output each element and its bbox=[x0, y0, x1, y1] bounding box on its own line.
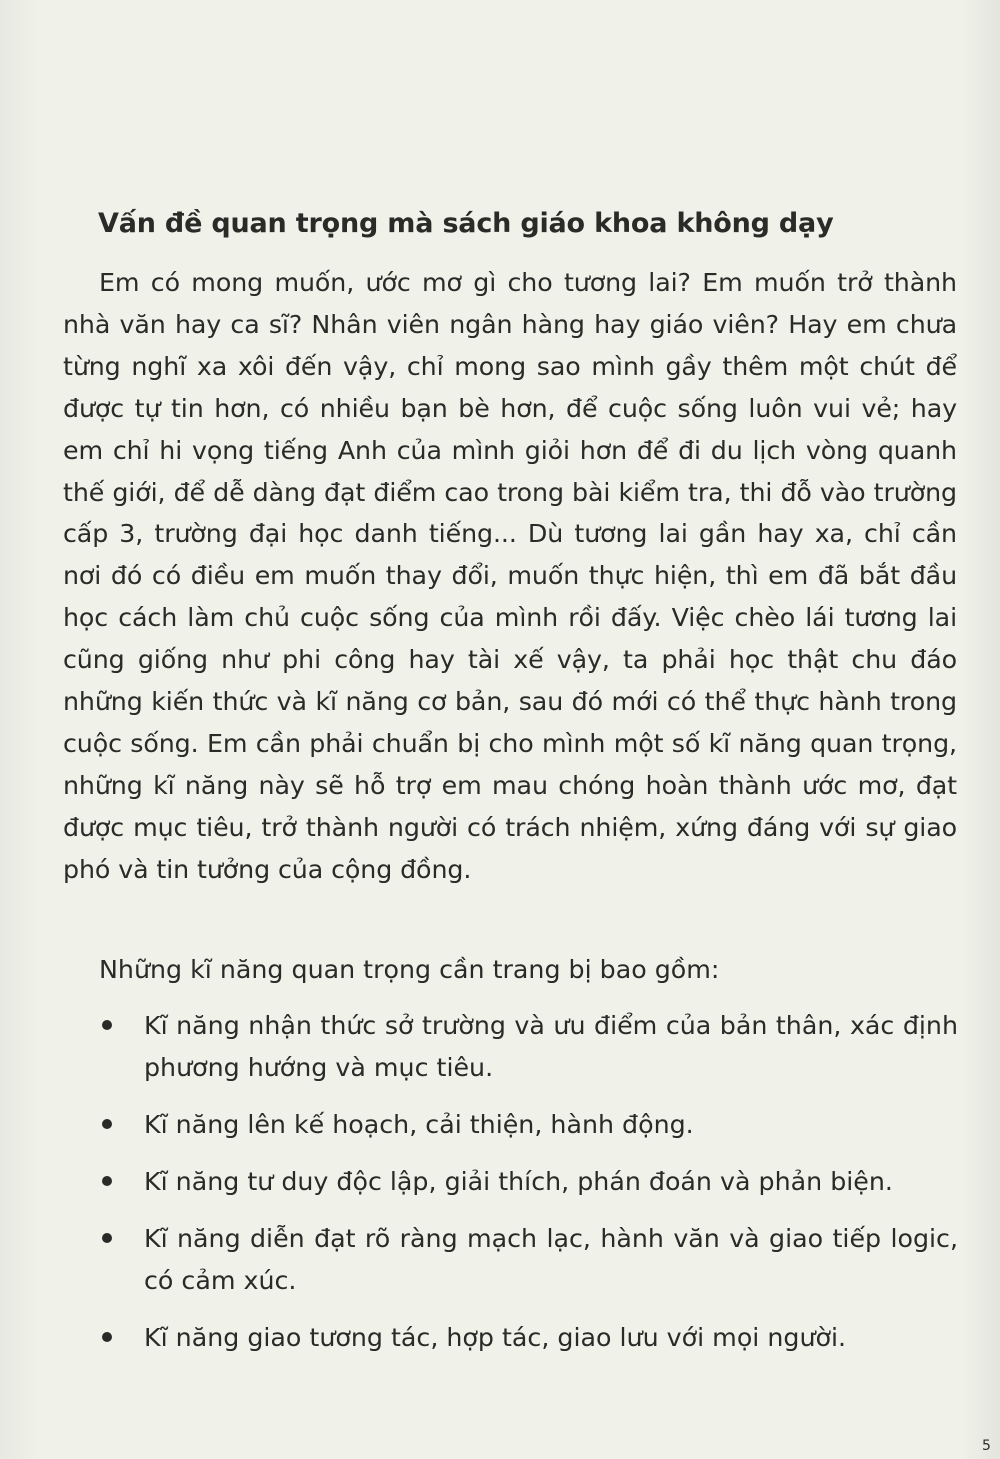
bullet-icon bbox=[102, 1176, 112, 1186]
bullet-icon bbox=[102, 1233, 112, 1243]
list-item bbox=[98, 1104, 958, 1146]
bullet-icon bbox=[102, 1020, 112, 1030]
list-item-text: Kĩ năng tư duy độc lập, giải thích, phán đoán và phản biện. bbox=[144, 1167, 893, 1196]
bullet-icon bbox=[102, 1332, 112, 1342]
bullet-icon bbox=[102, 1119, 112, 1129]
list-item bbox=[98, 1218, 958, 1302]
list-item-text: Kĩ năng giao tương tác, hợp tác, giao lưu với mọi người. bbox=[144, 1323, 847, 1352]
page-number: 5 bbox=[982, 1438, 991, 1454]
list-item-text: Kĩ năng lên kế hoạch, cải thiện, hành động. bbox=[144, 1110, 694, 1139]
list-item-text: Kĩ năng nhận thức sở trường và ưu điểm của bản thân, xác định phương hướng và mục tiêu. bbox=[144, 1011, 958, 1082]
skills-list bbox=[98, 1005, 958, 1374]
list-item-text: Kĩ năng diễn đạt rõ ràng mạch lạc, hành văn và giao tiếp logic, có cảm xúc. bbox=[144, 1224, 958, 1295]
body-paragraph: Em có mong muốn, ước mơ gì cho tương lai? Em muốn trở thành nhà văn hay ca sĩ? Nhân viên ngân hàng hay giáo viên? Hay em chưa từng nghĩ xa xôi đến vậy, chỉ mong sao mình gầy thêm một chút để được tự tin hơn, có nhiều bạn bè hơn, để cuộc sống luôn vui vẻ; hay em chỉ hi vọng tiếng Anh của mình giỏi hơn để đi du lịch vòng quanh thế giới, để dễ dàng đạt điểm cao trong bài kiểm tra, thi đỗ vào trường cấp 3, trường đại học danh tiếng... Dù tương lai gần hay xa, chỉ cần nơi đó có điều em muốn thay đổi, muốn thực hiện, thì em đã bắt đầu học cách làm chủ cuộc sống của mình rồi đấy. Việc chèo lái tương lai cũng giống như phi công hay tài xế vậy, ta phải học thật chu đáo những kiến thức và kĩ năng cơ bản, sau đó mới có thể thực hành trong cuộc sống. Em cần phải chuẩn bị cho mình một số kĩ năng quan trọng, những kĩ năng này sẽ hỗ trợ em mau chóng hoàn thành ước mơ, đạt được mục tiêu, trở thành người có trách nhiệm, xứng đáng với sự giao phó và tin tưởng của cộng đồng. bbox=[63, 268, 957, 884]
section-heading: Vấn đề quan trọng mà sách giáo khoa không dạy bbox=[98, 208, 834, 239]
skills-intro: Những kĩ năng quan trọng cần trang bị bao gồm: bbox=[99, 955, 720, 984]
list-item bbox=[98, 1161, 958, 1203]
list-item bbox=[98, 1005, 958, 1089]
list-item bbox=[98, 1317, 958, 1359]
